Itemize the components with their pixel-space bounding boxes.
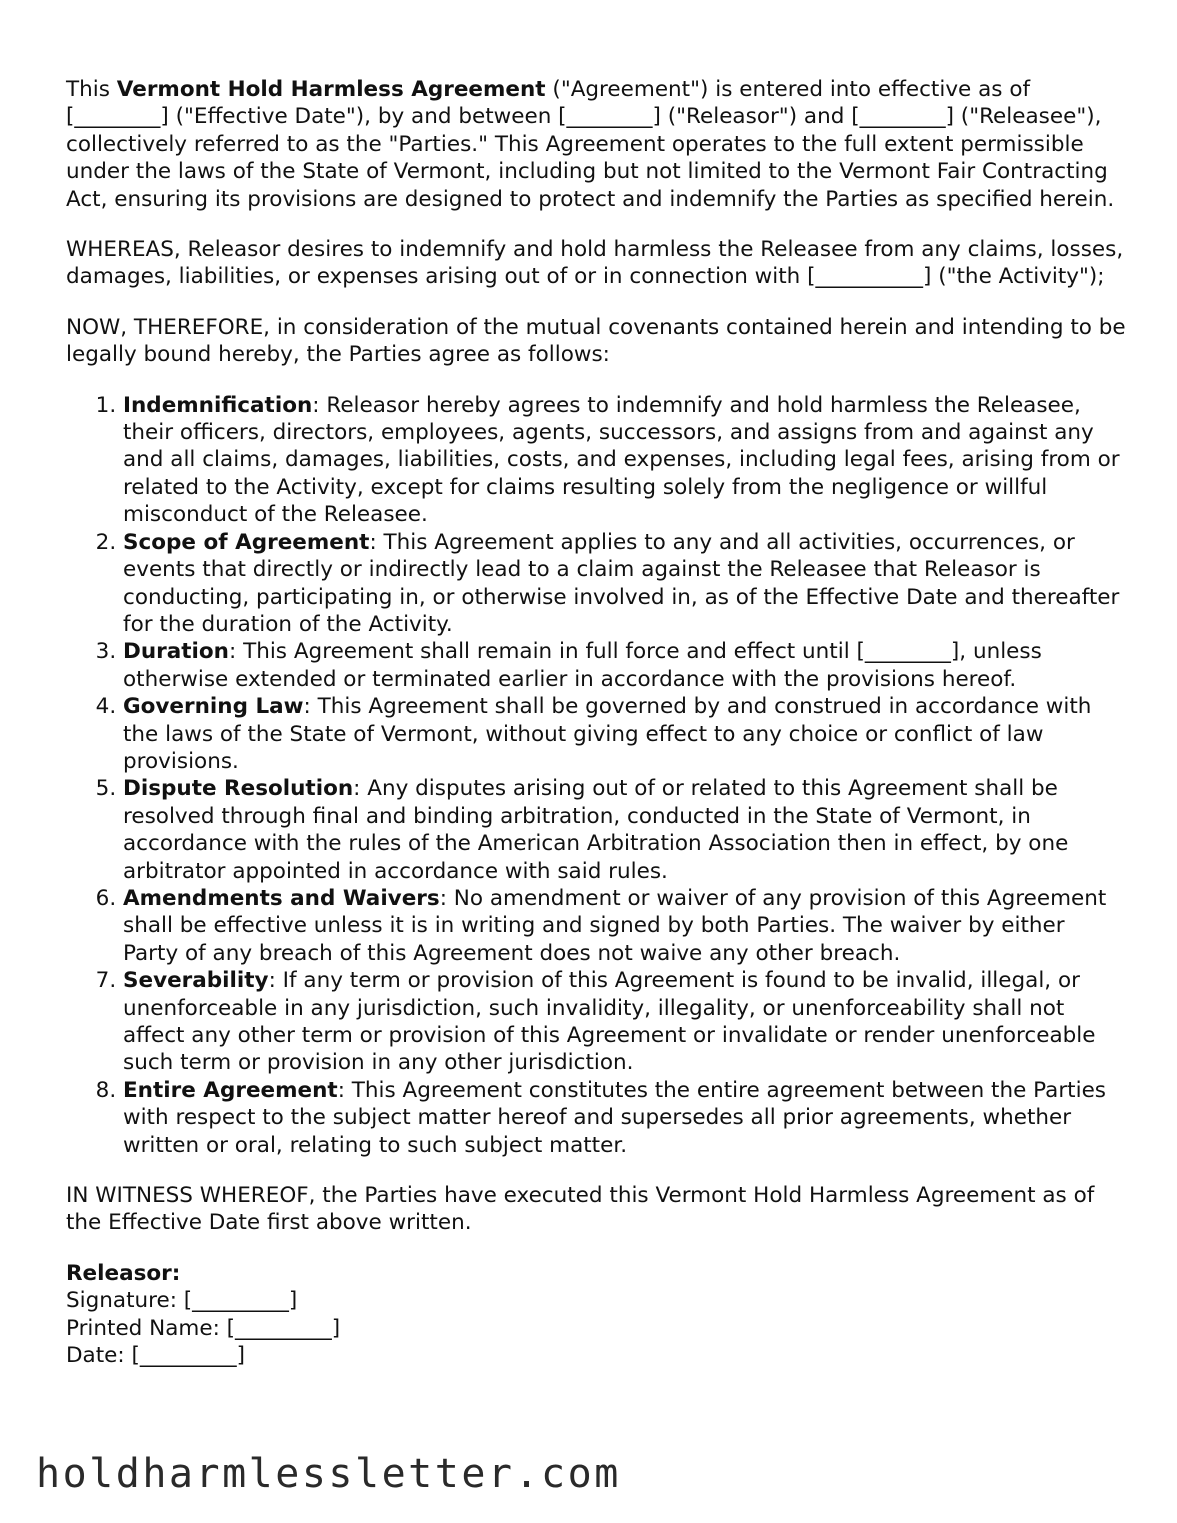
whereas-paragraph: WHEREAS, Releasor desires to indemnify and hold harmless the Releasee from any claims, losses, damages, liabilities, or expenses arising out of or in connection with [__________] ("the Activity"); bbox=[66, 237, 1124, 290]
witness-paragraph: IN WITNESS WHEREOF, the Parties have executed this Vermont Hold Harmless Agreement as of the Effective Date first above written. bbox=[66, 1183, 1095, 1236]
agreement-title: Vermont Hold Harmless Agreement bbox=[116, 77, 546, 102]
releasor-signature-block bbox=[66, 1260, 1126, 1370]
now-therefore-paragraph: NOW, THEREFORE, in consideration of the mutual covenants contained herein and intending to be legally bound hereby, the Parties agree as follows: bbox=[66, 314, 1126, 368]
clause-heading: Governing Law bbox=[123, 694, 304, 720]
clause-item bbox=[123, 885, 1126, 967]
intro-prefix: This bbox=[66, 77, 117, 102]
intro-body: ("Agreement") is entered into effective as of [________] ("Effective Date"), by and between [________] ("Releasor") and [________] ("Releasee"), collectively referred to as the "Parties." This Agreement operates to the full extent permissible under the laws of the State of Vermont, including but not limited to the Vermont Fair Contracting Act, ensuring its provisions are designed to protect and indemnify the Parties as specified herein. bbox=[66, 77, 1115, 212]
clause-heading: Scope of Agreement bbox=[123, 529, 370, 555]
releasor-printed-name-field[interactable]: Printed Name: [_________] bbox=[66, 1315, 341, 1341]
releasor-date-field[interactable]: Date: [_________] bbox=[66, 1343, 245, 1369]
clause-text: : This Agreement applies to any and all activities, occurrences, or events that directly or indirectly lead to a claim against the Releasee that Releasor is conducting, participating in, or otherwise involved in, as of the Effective Date and thereafter for the duration of the Activity. bbox=[123, 529, 1120, 637]
clause-item bbox=[123, 529, 1126, 639]
clause-heading: Duration bbox=[123, 639, 229, 665]
clause-text: : Any disputes arising out of or related to this Agreement shall be resolved through final and binding arbitration, conducted in the State of Vermont, in accordance with the rules of the American Arbitration Association then in effect, by one arbitrator appointed in accordance with said rules. bbox=[123, 776, 1069, 884]
clause-item bbox=[123, 1077, 1126, 1159]
clause-text: : This Agreement constitutes the entire agreement between the Parties with respect to the subject matter hereof and supersedes all prior agreements, whether written or oral, relating to such subject matter. bbox=[123, 1077, 1107, 1158]
clause-heading: Severability bbox=[123, 968, 269, 994]
clause-text: : If any term or provision of this Agreement is found to be invalid, illegal, or unenforceable in any jurisdiction, such invalidity, illegality, or unenforceability shall not affect any other term or provision of this Agreement or invalidate or render unenforceable such term or provision in any other jurisdiction. bbox=[123, 968, 1096, 1076]
clauses-list bbox=[66, 392, 1126, 1159]
clause-heading: Entire Agreement bbox=[123, 1077, 338, 1103]
clause-item bbox=[123, 967, 1126, 1077]
clause-heading: Amendments and Waivers bbox=[123, 885, 440, 911]
clause-item bbox=[123, 638, 1126, 693]
site-watermark: holdharmlessletter.com bbox=[36, 1451, 621, 1497]
clause-text: : Releasor hereby agrees to indemnify and hold harmless the Releasee, their officers, directors, employees, agents, successors, and assigns from and against any and all claims, damages, liabilities, costs, and expenses, including legal fees, arising from or related to the Activity, except for claims resulting solely from the negligence or willful misconduct of the Releasee. bbox=[123, 392, 1120, 528]
agreement-document bbox=[66, 76, 1126, 1369]
releasor-signature-field[interactable]: Signature: [_________] bbox=[66, 1288, 298, 1314]
clause-item bbox=[123, 775, 1126, 885]
releasor-heading: Releasor: bbox=[66, 1260, 181, 1286]
clause-heading: Indemnification bbox=[123, 392, 313, 418]
clause-text: : No amendment or waiver of any provision of this Agreement shall be effective unless it is in writing and signed by both Parties. The waiver by either Party of any breach of this Agreement does not waive any other breach. bbox=[123, 885, 1107, 966]
clause-item bbox=[123, 693, 1126, 775]
clause-text: : This Agreement shall be governed by and construed in accordance with the laws of the State of Vermont, without giving effect to any choice or conflict of law provisions. bbox=[123, 694, 1092, 774]
clause-heading: Dispute Resolution bbox=[123, 776, 354, 802]
clause-text: : This Agreement shall remain in full force and effect until [________], unless otherwise extended or terminated earlier in accordance with the provisions hereof. bbox=[123, 639, 1042, 692]
intro-paragraph bbox=[66, 76, 1126, 213]
clause-item bbox=[123, 392, 1126, 529]
